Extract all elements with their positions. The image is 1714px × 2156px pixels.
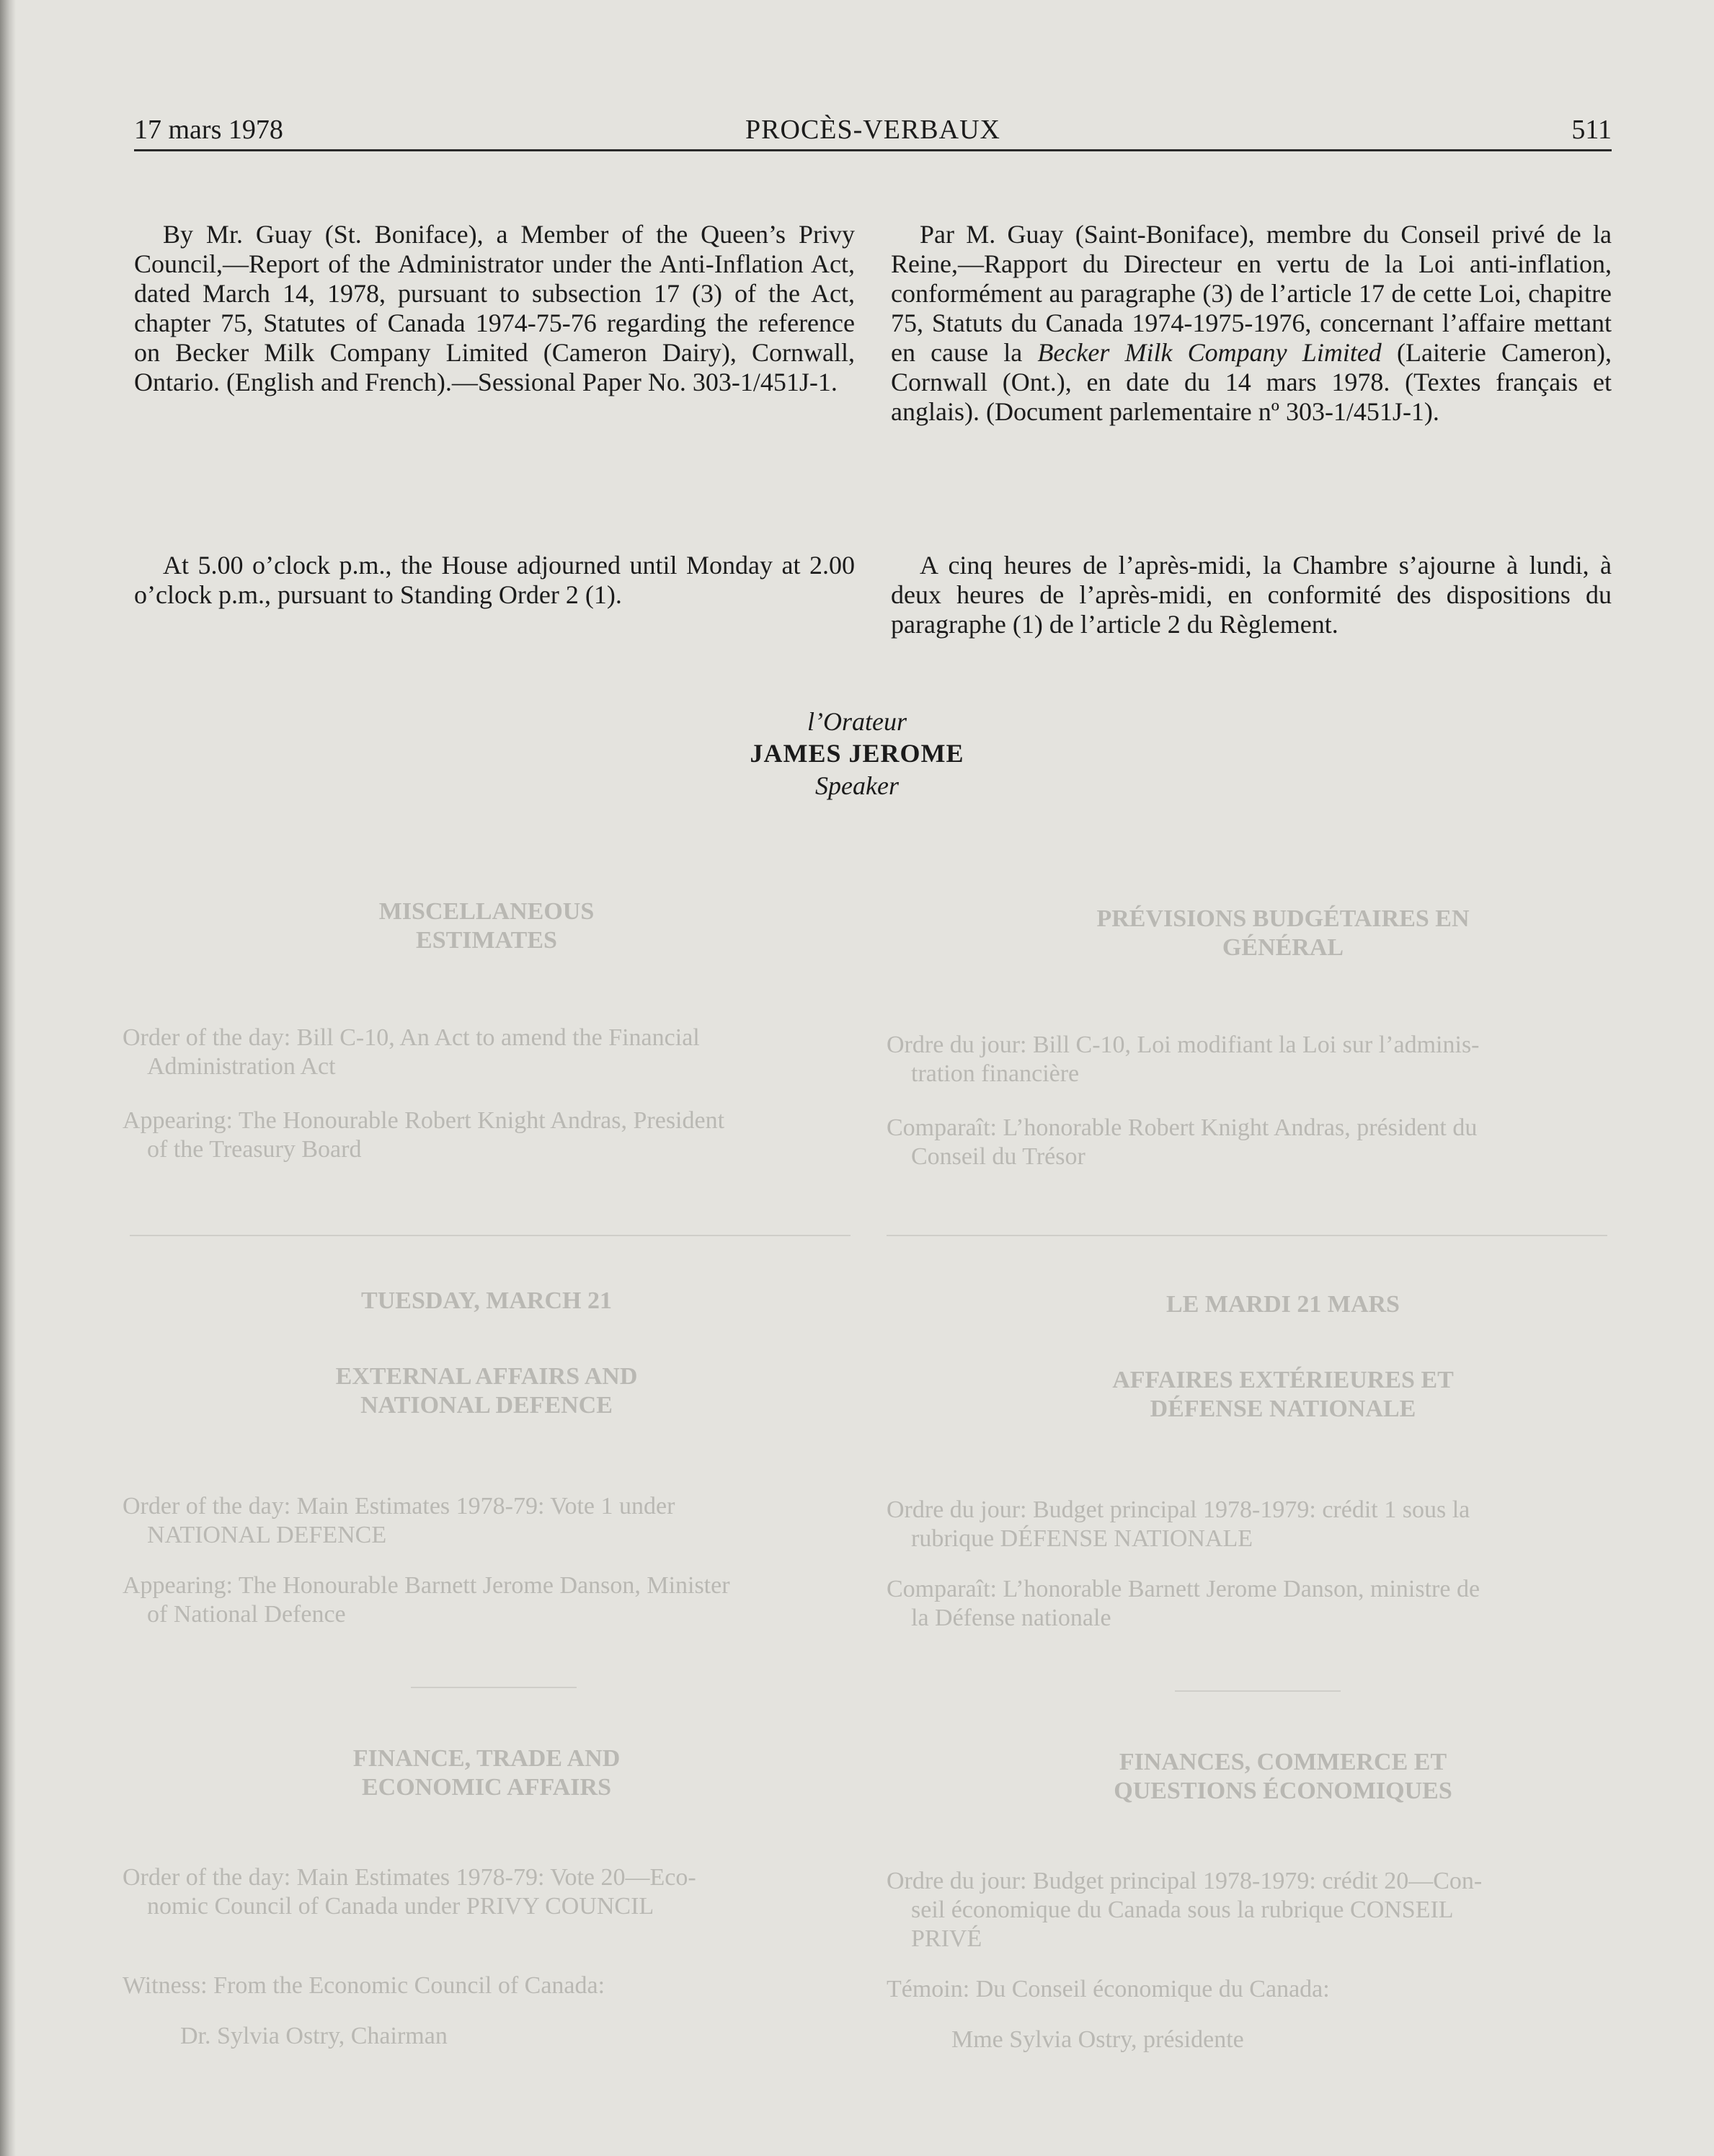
show-through-text: Ordre du jour: Bill C-10, Loi modifiant la Loi sur l’adminis- tration financière [887,1032,1480,1087]
adjournment-paragraph-en: At 5.00 o’clock p.m., the House adjourned until Monday at 2.00 o’clock p.m., pursuant to Standing Order 2 (1). [134,551,855,609]
show-through-text: TUESDAY, MARCH 21 [361,1287,612,1314]
show-through-text: Order of the day: Main Estimates 1978-79: Vote 20—Eco- nomic Council of Canada under PRIVY COUNCIL [123,1864,696,1920]
running-head [134,108,1612,151]
header-title: PROCÈS-VERBAUX [745,115,1000,145]
show-through-text: EXTERNAL AFFAIRS AND NATIONAL DEFENCE [335,1363,638,1419]
french-column [891,220,1612,427]
french-column-adjournment [891,551,1612,639]
show-through-text: Appearing: The Honourable Barnett Jerome Danson, Minister of National Defence [123,1572,730,1628]
signature-french-title: l’Orateur [807,707,907,736]
show-through-rule [887,1235,1607,1236]
show-through-text: Témoin: Du Conseil économique du Canada: [887,1976,1330,2002]
english-column-adjournment [134,551,855,610]
show-through-text: AFFAIRES EXTÉRIEURES ET DÉFENSE NATIONALE [1112,1367,1454,1422]
show-through-rule [130,1235,851,1236]
show-through-text: Order of the day: Main Estimates 1978-79: Vote 1 under NATIONAL DEFENCE [123,1493,675,1548]
show-through-text: Ordre du jour: Budget principal 1978-1979: crédit 20—Con- seil économique du Canada sous la rubrique CONSEIL PRIVÉ [887,1868,1483,1952]
show-through-text: Dr. Sylvia Ostry, Chairman [180,2023,448,2049]
show-through-text: Mme Sylvia Ostry, présidente [951,2026,1244,2053]
show-through-text: FINANCES, COMMERCE ET QUESTIONS ÉCONOMIQUES [1114,1749,1452,1804]
show-through-text: Appearing: The Honourable Robert Knight Andras, President of the Treasury Board [123,1107,725,1163]
show-through-text: Comparaît: L’honorable Robert Knight Andras, président du Conseil du Trésor [887,1114,1478,1170]
show-through-text: LE MARDI 21 MARS [1166,1291,1400,1318]
show-through-text: MISCELLANEOUS ESTIMATES [378,898,595,954]
show-through-text: Order of the day: Bill C-10, An Act to amend the Financial Administration Act [123,1024,700,1080]
paper-rest-fr: (Laiterie Cameron), Cornwall (Ont.), en date du 14 mars 1978. (Textes français et anglais). (Document parlementaire nº 303-1/451J-1). [891,338,1612,426]
show-through-text: FINANCE, TRADE AND ECONOMIC AFFAIRS [352,1745,621,1801]
company-name-fr: Becker Milk Company Limited [1037,338,1382,367]
page-number: 511 [1571,115,1612,145]
show-through-text: PRÉVISIONS BUDGÉTAIRES EN GÉNÉRAL [1096,905,1470,961]
show-through-rule [411,1687,577,1688]
sessional-paper-paragraph-fr [891,220,1612,427]
sessional-paper-paragraph-en: By Mr. Guay (St. Boniface), a Member of the Queen’s Privy Council,—Report of the Administrator under the Anti-Inflation Act, dated March 14, 1978, pursuant to subsection 17 (3) of the Act, chapter 75, Statutes of Canada 1974-75-76 regarding the reference on Becker Milk Company Limited (Cameron Dairy), Cornwall, Ontario. (English and French).—Sessional Paper No. 303-1/451J-1. [134,220,855,396]
paper-intro-fr: Par M. Guay (Saint-Boniface), membre du Conseil privé de la Reine,—Rapport du Directeur en vertu de la Loi anti-inflation, conformément au paragraphe (3) de l’article 17 de cette Loi, chapitre 75, Statuts du Canada 1974-1975-1976, concernant l’affaire mettant en cause la [891,220,1612,367]
show-through-rule [1175,1690,1341,1692]
show-through-text: Ordre du jour: Budget principal 1978-1979: crédit 1 sous la rubrique DÉFENSE NATIONALE [887,1496,1470,1552]
signature-english-title: Speaker [815,771,899,800]
header-date: 17 mars 1978 [134,115,283,145]
show-through-text: Witness: From the Economic Council of Canada: [123,1972,605,1999]
english-column [134,220,855,397]
header-rule [134,149,1612,151]
adjournment-paragraph-fr: A cinq heures de l’après-midi, la Chambre s’ajourne à lundi, à deux heures de l’après-midi, en conformité des dispositions du paragraphe (1) de l’article 2 du Règlement. [891,551,1612,639]
signature-name: JAMES JEROME [750,739,964,768]
show-through-text: Comparaît: L’honorable Barnett Jerome Danson, ministre de la Défense nationale [887,1576,1480,1631]
